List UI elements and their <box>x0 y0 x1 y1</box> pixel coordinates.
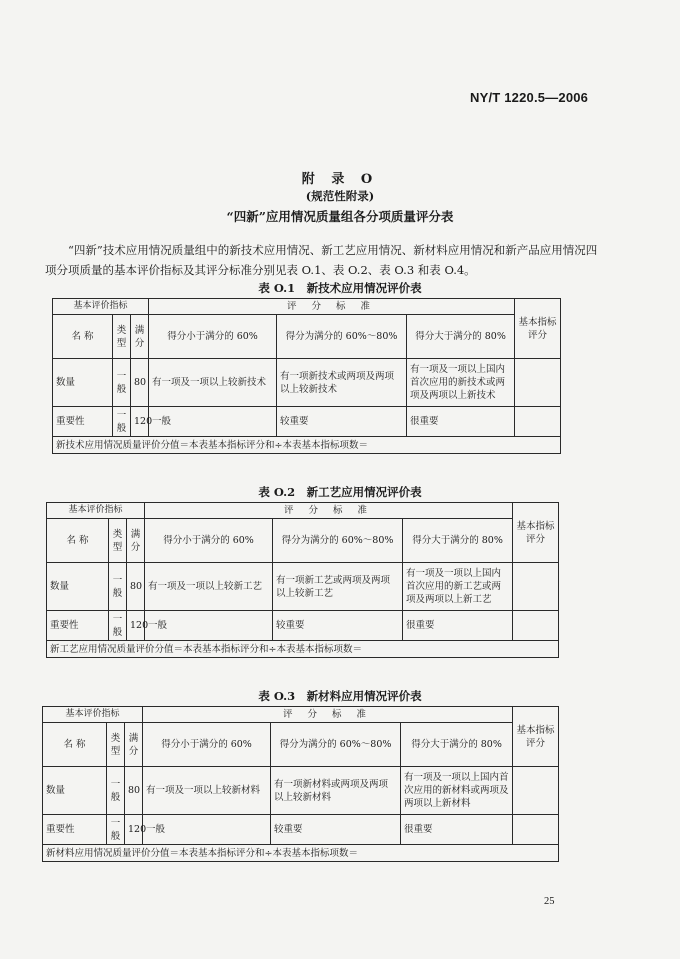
table-row <box>47 563 559 611</box>
appendix-title: “四新”应用情况质量组各分项质量评分表 <box>226 209 454 224</box>
header-full-score: 满分 <box>127 519 145 563</box>
table-row <box>43 815 559 845</box>
row-high: 很重要 <box>407 407 515 437</box>
row-name: 重要性 <box>47 611 109 641</box>
table-caption-o2: 表 O.2 新工艺应用情况评价表 <box>258 485 422 499</box>
header-band-mid: 得分为满分的 60%～80% <box>271 723 401 767</box>
row-basic-score <box>513 767 559 815</box>
row-score: 120 <box>127 611 145 641</box>
row-score: 120 <box>125 815 143 845</box>
header-basic-indicator: 基本评价指标 <box>43 707 143 723</box>
header-full-score: 满分 <box>125 723 143 767</box>
row-mid: 有一项新材料或两项及两项以上较新材料 <box>271 767 401 815</box>
row-high: 有一项及一项以上国内首次应用的新材料或两项及两项以上新材料 <box>401 767 513 815</box>
table-footer: 新技术应用情况质量评价分值＝本表基本指标评分和÷本表基本指标项数＝ <box>53 437 561 454</box>
header-basic-score: 基本指标评分 <box>515 299 561 359</box>
row-high: 很重要 <box>403 611 513 641</box>
row-type: 一般 <box>107 815 125 845</box>
row-score: 80 <box>127 563 145 611</box>
row-low: 有一项及一项以上较新工艺 <box>145 563 273 611</box>
row-low: 有一项及一项以上较新技术 <box>149 359 277 407</box>
row-name: 数量 <box>47 563 109 611</box>
row-basic-score <box>513 815 559 845</box>
row-low: 一般 <box>143 815 271 845</box>
header-name: 名 称 <box>43 723 107 767</box>
header-criteria: 评 分 标 准 <box>143 707 513 723</box>
page-number: 25 <box>544 896 555 907</box>
row-low: 一般 <box>149 407 277 437</box>
table-footer: 新材料应用情况质量评价分值＝本表基本指标评分和÷本表基本指标项数＝ <box>43 845 559 862</box>
header-basic-score: 基本指标评分 <box>513 503 559 563</box>
header-band-high: 得分大于满分的 80% <box>403 519 513 563</box>
row-high: 有一项及一项以上国内首次应用的新技术或两项及两项以上新技术 <box>407 359 515 407</box>
appendix-normative: (规范性附录) <box>305 189 375 203</box>
row-type: 一般 <box>109 563 127 611</box>
row-basic-score <box>515 359 561 407</box>
intro-paragraph: “四新”技术应用情况质量组中的新技术应用情况、新工艺应用情况、新材料应用情况和新产品应用情况四项分项质量的基本评价指标及其评分标准分别见表 O.1、表 O.2、表 O.3 和表 O.4。 <box>45 243 598 277</box>
header-band-mid: 得分为满分的 60%～80% <box>277 315 407 359</box>
row-mid: 较重要 <box>277 407 407 437</box>
table-caption-o3: 表 O.3 新材料应用情况评价表 <box>258 689 422 703</box>
header-band-mid: 得分为满分的 60%～80% <box>273 519 403 563</box>
header-band-low: 得分小于满分的 60% <box>149 315 277 359</box>
row-score: 80 <box>125 767 143 815</box>
header-band-high: 得分大于满分的 80% <box>407 315 515 359</box>
header-type: 类型 <box>107 723 125 767</box>
row-basic-score <box>513 563 559 611</box>
row-mid: 较重要 <box>271 815 401 845</box>
row-mid: 有一项新技术或两项及两项以上较新技术 <box>277 359 407 407</box>
row-type: 一般 <box>113 359 131 407</box>
row-basic-score <box>513 611 559 641</box>
row-basic-score <box>515 407 561 437</box>
header-criteria: 评 分 标 准 <box>145 503 513 519</box>
header-band-high: 得分大于满分的 80% <box>401 723 513 767</box>
table-o2 <box>46 502 559 658</box>
header-band-low: 得分小于满分的 60% <box>145 519 273 563</box>
header-basic-indicator: 基本评价指标 <box>53 299 149 315</box>
header-criteria: 评 分 标 准 <box>149 299 515 315</box>
table-row <box>53 359 561 407</box>
row-mid: 有一项新工艺或两项及两项以上较新工艺 <box>273 563 403 611</box>
header-full-score: 满分 <box>131 315 149 359</box>
row-score: 80 <box>131 359 149 407</box>
table-footer: 新工艺应用情况质量评价分值＝本表基本指标评分和÷本表基本指标项数＝ <box>47 641 559 658</box>
row-name: 数量 <box>53 359 113 407</box>
table-row <box>47 611 559 641</box>
header-type: 类型 <box>113 315 131 359</box>
table-row <box>43 767 559 815</box>
header-name: 名 称 <box>47 519 109 563</box>
header-band-low: 得分小于满分的 60% <box>143 723 271 767</box>
row-name: 数量 <box>43 767 107 815</box>
header-basic-indicator: 基本评价指标 <box>47 503 145 519</box>
row-type: 一般 <box>107 767 125 815</box>
row-name: 重要性 <box>43 815 107 845</box>
row-low: 有一项及一项以上较新材料 <box>143 767 271 815</box>
row-low: 一般 <box>145 611 273 641</box>
row-high: 有一项及一项以上国内首次应用的新工艺或两项及两项以上新工艺 <box>403 563 513 611</box>
table-caption-o1: 表 O.1 新技术应用情况评价表 <box>258 281 422 295</box>
table-row <box>53 407 561 437</box>
row-score: 120 <box>131 407 149 437</box>
standard-code: NY/T 1220.5—2006 <box>470 90 589 105</box>
row-type: 一般 <box>109 611 127 641</box>
row-high: 很重要 <box>401 815 513 845</box>
table-o3 <box>42 706 559 862</box>
appendix-label: 附 录 O <box>301 172 379 187</box>
header-type: 类型 <box>109 519 127 563</box>
row-mid: 较重要 <box>273 611 403 641</box>
header-name: 名 称 <box>53 315 113 359</box>
table-o1 <box>52 298 561 454</box>
header-basic-score: 基本指标评分 <box>513 707 559 767</box>
row-type: 一般 <box>113 407 131 437</box>
row-name: 重要性 <box>53 407 113 437</box>
